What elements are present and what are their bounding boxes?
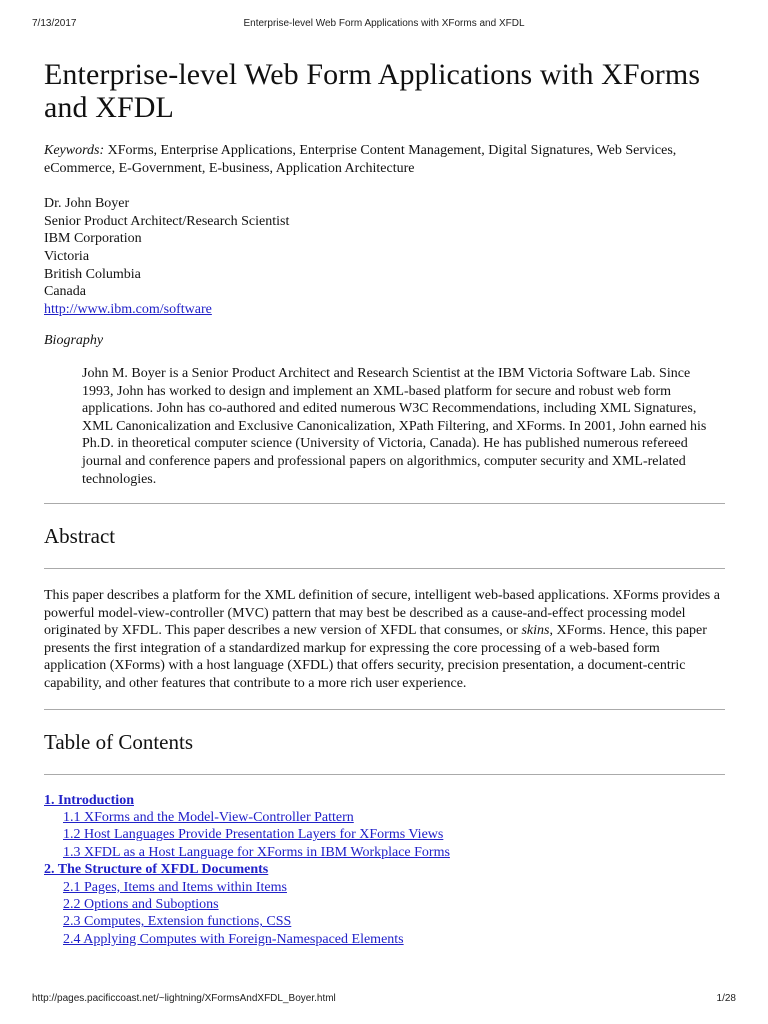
toc-item: [44, 844, 725, 861]
print-header: [32, 18, 736, 29]
toc-link-2-2[interactable]: 2.2 Options and Suboptions: [63, 897, 219, 912]
toc-link-1-3[interactable]: 1.3 XFDL as a Host Language for XForms in IBM Workplace Forms: [63, 844, 450, 860]
toc-link-2-3[interactable]: 2.3 Computes, Extension functions, CSS: [63, 914, 292, 930]
toc-item: [44, 931, 725, 948]
keywords-paragraph: [44, 142, 725, 177]
print-title: Enterprise-level Web Form Applications with XForms and XFDL: [243, 18, 525, 29]
print-page-number: 1/28: [716, 993, 736, 1004]
author-company: IBM Corporation: [44, 231, 142, 247]
separator: [44, 709, 725, 710]
toc-item: [44, 861, 725, 878]
print-date: 7/13/2017: [32, 18, 77, 29]
abstract-text-part1: This paper describes a platform for the XML definition of secure, intelligent web-based applications. XForms provides a powerful model-view-controller (MVC) pattern that may best be described as a cause-and-effect processing model originated by XFDL. This paper describes a new version of XFDL that consumes, or: [44, 588, 720, 639]
abstract-text-part2: , XForms. Hence, this paper presents the first integration of a standardized markup for expressing the core processing of a web-based form application (XForms) with a host language (XFDL) that offers security, precision presentation, a document-centric capability, and other features that contribute to a more rich user experience.: [44, 623, 707, 692]
document-title: Enterprise-level Web Form Applications with XForms and XFDL: [44, 58, 701, 124]
toc-item: [44, 809, 725, 826]
toc-heading: Table of Contents: [44, 729, 193, 754]
separator: [44, 503, 725, 504]
toc-link-2-4[interactable]: 2.4 Applying Computes with Foreign-Namespaced Elements: [63, 931, 404, 947]
author-url-link[interactable]: http://www.ibm.com/software: [44, 301, 212, 317]
abstract-text-emphasis: skins: [521, 623, 550, 639]
toc-link-2-1[interactable]: 2.1 Pages, Items and Items within Items: [63, 879, 287, 895]
toc-item: [44, 826, 725, 843]
author-block: [44, 195, 725, 318]
author-country: Canada: [44, 284, 86, 300]
author-city: Victoria: [44, 248, 90, 264]
separator: [44, 568, 725, 569]
toc-link-structure[interactable]: 2. The Structure of XFDL Documents: [44, 862, 269, 878]
toc-item: [44, 913, 725, 930]
table-of-contents: [44, 792, 725, 949]
document-page: [44, 58, 725, 948]
keywords-text: XForms, Enterprise Applications, Enterprise Content Management, Digital Signatures, Web Services, eCommerce, E-Government, E-business, Application Architecture: [44, 143, 677, 176]
toc-link-introduction[interactable]: 1. Introduction: [44, 792, 134, 808]
keywords-label: Keywords:: [44, 143, 105, 158]
author-position: Senior Product Architect/Research Scientist: [44, 213, 290, 229]
author-province: British Columbia: [44, 266, 141, 282]
biography-label: Biography: [44, 333, 104, 349]
abstract-text: [44, 587, 725, 693]
toc-link-1-1[interactable]: 1.1 XForms and the Model-View-Controller Pattern: [63, 810, 354, 826]
toc-item: [44, 792, 725, 809]
print-footer: [32, 993, 736, 1004]
toc-item: [44, 879, 725, 896]
author-name: Dr. John Boyer: [44, 196, 130, 212]
print-url: http://pages.pacificcoast.net/~lightning/XFormsAndXFDL_Boyer.html: [32, 993, 336, 1004]
toc-item: [44, 896, 725, 913]
biography-text: John M. Boyer is a Senior Product Architect and Research Scientist at the IBM Victoria Software Lab. Since 1993, John has worked to design and implement an XML-based platform for secure and robust web form applications. John has co-authored and edited numerous W3C Recommendations, including XML Signatures, XML Canonicalization and Exclusive Canonicalization, XPath Filtering, and XForms. In 2001, John earned his Ph.D. in theoretical computer science (University of Victoria, Canada). He has published numerous refereed journal and conference papers and professional papers on algorithmics, computer security and XML-related technologies.: [82, 365, 707, 487]
abstract-heading: Abstract: [44, 524, 116, 549]
toc-link-1-2[interactable]: 1.2 Host Languages Provide Presentation Layers for XForms Views: [63, 827, 444, 843]
separator: [44, 774, 725, 775]
